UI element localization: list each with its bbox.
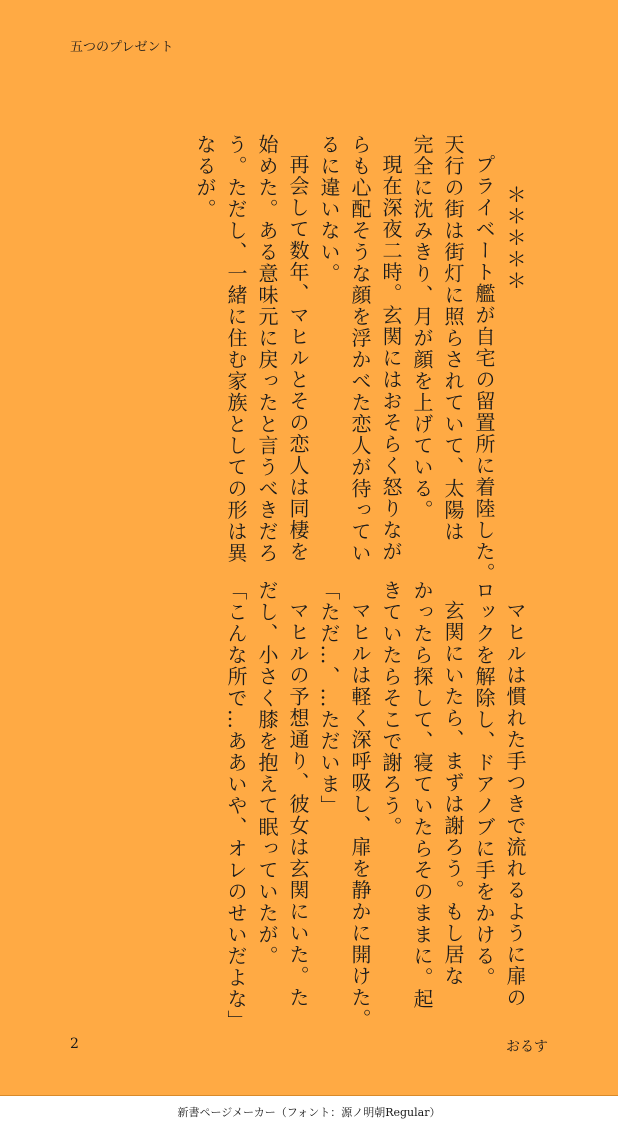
text-line: 始めた。ある意味元に戻ったと言うべきだろ (255, 134, 279, 564)
text-line: るに違いない。 (317, 134, 341, 285)
text-line: 再会して数年、マヒルとその恋人は同棲を (286, 154, 310, 563)
text-line: ＊＊＊＊＊ (503, 184, 527, 292)
text-line: マヒルは軽く深呼吸し、扉を静かに開けた。 (348, 600, 372, 1030)
text-block-top (189, 134, 530, 584)
text-line: ロックを解除し、ドアノブに手をかける。 (472, 580, 496, 989)
text-line: 現在深夜二時。玄関にはおそらく怒りなが (379, 154, 403, 563)
text-line: 「ただ…、…ただいま」 (317, 580, 341, 817)
text-line: マヒルの予想通り、彼女は玄関にいた。た (286, 600, 310, 1009)
text-line: だし、小さく膝を抱えて眠っていたが。 (255, 580, 279, 967)
text-line: かったら探して、寝ていたらそのままに。起 (410, 580, 434, 1010)
text-line: 「こんな所で…ああいや、オレのせいだよな」 (224, 580, 248, 1032)
text-line: 完全に沈みきり、月が顔を上げている。 (410, 134, 434, 521)
author-name: おるす (506, 1039, 548, 1055)
text-line: きていたらそこで謝ろう。 (379, 580, 403, 838)
running-header-title: 五つのプレゼント (70, 40, 174, 55)
text-line: なるが。 (193, 134, 217, 220)
text-line: マヒルは慣れた手つきで流れるように扉の (503, 600, 527, 1009)
text-block-bottom (220, 580, 530, 1032)
text-line: う。ただし、一緒に住む家族としての形は異 (224, 134, 248, 564)
page-number: 2 (70, 1036, 79, 1052)
generator-caption: 新書ページメーカー（フォント：源ノ明朝Regular） (177, 1106, 441, 1119)
text-line: らも心配そうな顔を浮かべた恋人が待ってい (348, 134, 372, 564)
text-line: プライベート艦が自宅の留置所に着陸した。 (472, 154, 496, 584)
text-line: 天行の街は街灯に照らされていて、太陽は (441, 134, 465, 543)
text-line: 玄関にいたら、まずは謝ろう。もし居な (441, 600, 465, 987)
